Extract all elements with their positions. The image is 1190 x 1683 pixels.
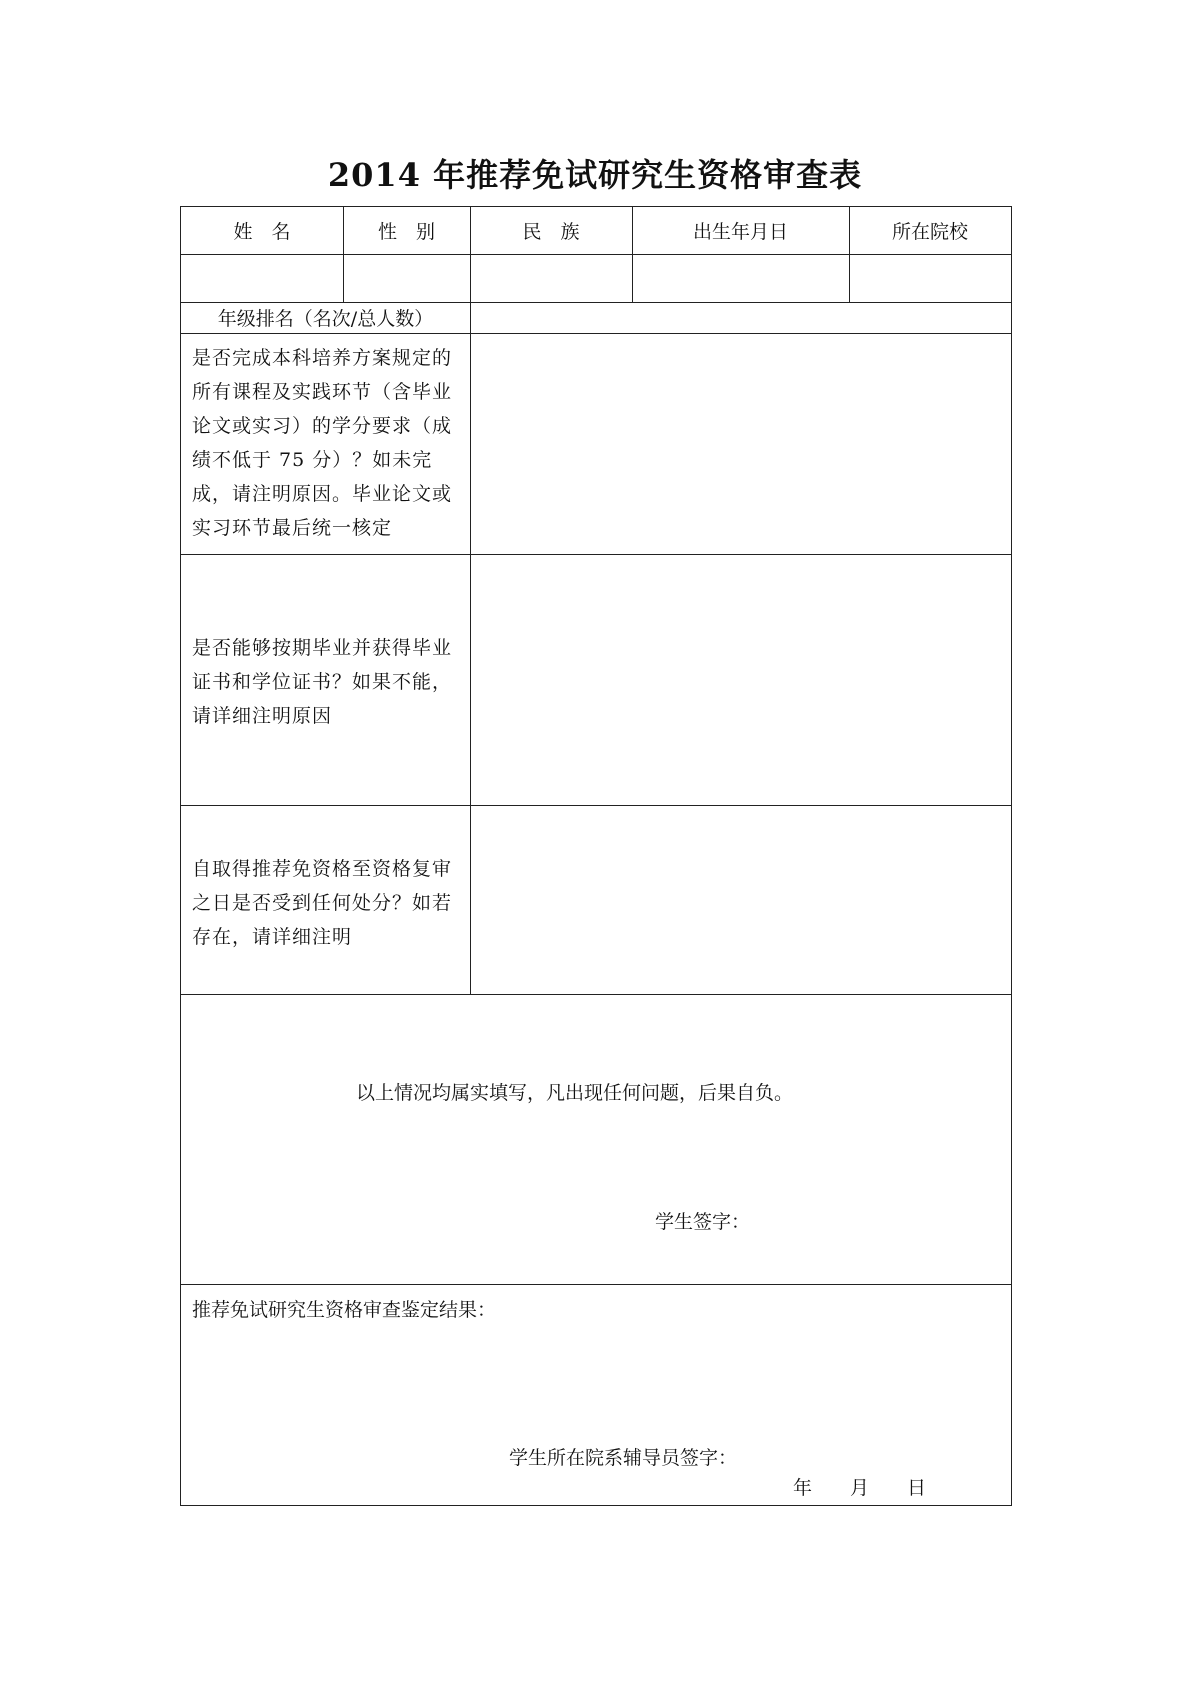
form-title: 2014 年推荐免试研究生资格审查表	[327, 156, 863, 194]
student-signature-label: 学生签字：	[655, 1211, 751, 1233]
review-result-field[interactable]	[191, 1327, 1001, 1417]
row-divider	[181, 1284, 1011, 1285]
gender-field[interactable]	[343, 254, 470, 302]
birthdate-field[interactable]	[632, 254, 849, 302]
counselor-signature-field[interactable]	[751, 1433, 991, 1467]
name-field[interactable]	[181, 254, 343, 302]
graduation-question: 是否能够按期毕业并获得毕业证书和学位证书？如果不能，请详细注明原因	[192, 637, 453, 727]
discipline-question: 自取得推荐免资格至资格复审之日是否受到任何处分？如若存在，请详细注明	[192, 858, 453, 948]
counselor-signature-label: 学生所在院系辅导员签字：	[509, 1447, 738, 1469]
graduation-answer-field[interactable]	[470, 554, 1011, 805]
school-header: 所在院校	[891, 221, 968, 243]
qualification-review-form	[180, 206, 1012, 1506]
row-divider	[181, 994, 1011, 995]
birthdate-header: 出生年月日	[692, 221, 788, 243]
curriculum-answer-field[interactable]	[470, 333, 1011, 554]
signature-date: 年 月 日	[793, 1477, 927, 1499]
discipline-answer-field[interactable]	[470, 805, 1011, 994]
ethnicity-header: 民 族	[522, 221, 580, 243]
school-field[interactable]	[849, 254, 1011, 302]
ethnicity-field[interactable]	[470, 254, 632, 302]
review-result-label: 推荐免试研究生资格审查鉴定结果：	[192, 1299, 497, 1321]
curriculum-question: 是否完成本科培养方案规定的所有课程及实践环节（含毕业论文或实习）的学分要求（成绩不低于 75 分）？如未完成，请注明原因。毕业论文或实习环节最后统一核定	[192, 347, 453, 539]
gender-header: 性 别	[377, 221, 435, 243]
name-header: 姓 名	[233, 221, 291, 243]
grade-rank-field[interactable]	[470, 302, 1011, 333]
student-signature-field[interactable]	[751, 1197, 991, 1237]
declaration-statement: 以上情况均属实填写，凡出现任何问题，后果自负。	[356, 1082, 794, 1104]
grade-rank-label: 年级排名（名次/总人数）	[217, 308, 434, 330]
